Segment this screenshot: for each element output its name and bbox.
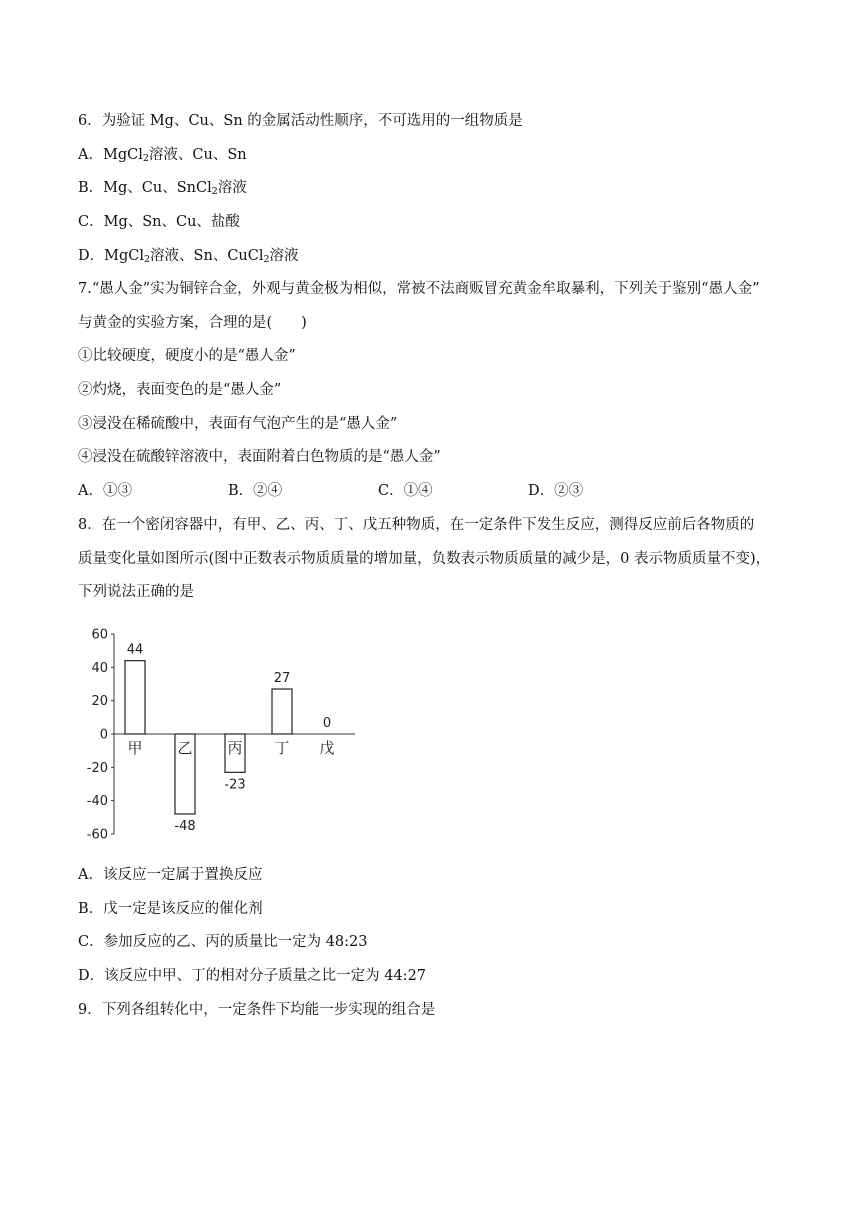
bar-甲 [125,661,145,734]
q7-item-1: ①比较硬度，硬度小的是“愚人金” [78,348,296,364]
q7-option-d: D．②③ [528,483,584,499]
q8-stem-line2: 质量变化量如图所示(图中正数表示物质质量的增加量，负数表示物质质量的减少是，0 表示物质质量不变)， [78,551,771,567]
y-tick-label: 40 [91,660,108,676]
q6-option-b: B．Mg、Cu、SnCl$_2$溶液 [78,180,247,197]
q6-option-c: C．Mg、Sn、Cu、盐酸 [78,214,240,230]
bar-丁 [272,689,292,734]
q6-stem: 6．为验证 Mg、Cu、Sn 的金属活动性顺序，不可选用的一组物质是 [78,113,523,129]
q6-option-a: A．MgCl$_2$溶液、Cu、Sn [78,147,247,164]
data-label: 44 [126,642,144,658]
q7-option-c: C．①④ [378,483,433,499]
y-tick-label: -60 [86,827,108,843]
y-tick-label: 60 [91,627,108,643]
q9-stem: 9．下列各组转化中，一定条件下均能一步实现的组合是 [78,1002,436,1018]
category-label: 乙 [177,739,193,757]
data-label: -48 [174,819,196,834]
y-tick-label: -40 [86,794,108,810]
q8-option-b: B．戊一定是该反应的催化剂 [78,901,263,917]
q7-option-b: B．②④ [228,483,283,499]
category-label: 丁 [274,739,290,757]
category-label: 甲 [127,739,143,757]
q8-option-d: D．该反应中甲、丁的相对分子质量之比一定为 44:27 [78,968,427,984]
y-tick-label: -20 [86,760,108,776]
q7-stem-line2: 与黄金的实验方案，合理的是( ) [78,315,307,331]
mass-change-bar-chart [70,618,370,843]
q8-option-c: C．参加反应的乙、丙的质量比一定为 48:23 [78,934,368,950]
y-tick-label: 20 [91,694,108,710]
q8-stem-line3: 下列说法正确的是 [78,584,194,600]
q6-option-d: D．MgCl$_2$溶液、Sn、CuCl$_2$溶液 [78,248,299,265]
data-label: -23 [224,777,246,793]
q7-item-2: ②灼烧，表面变色的是“愚人金” [78,382,282,398]
data-label: 0 [322,716,332,731]
q8-option-a: A．该反应一定属于置换反应 [78,867,263,883]
data-label: 27 [273,671,291,686]
category-label: 丙 [227,739,243,757]
q8-stem-line1: 8．在一个密闭容器中，有甲、乙、丙、丁、戊五种物质，在一定条件下发生反应，测得反应前后各物质的 [78,517,755,533]
q7-item-4: ④浸没在硫酸锌溶液中，表面附着白色物质的是“愚人金” [78,449,441,465]
q7-option-a: A．①③ [78,483,132,499]
category-label: 戊 [319,739,335,757]
y-tick-label: 0 [99,727,108,743]
q7-item-3: ③浸没在稀硫酸中，表面有气泡产生的是“愚人金” [78,416,398,432]
q7-stem-line1: 7.“愚人金”实为铜锌合金，外观与黄金极为相似，常被不法商贩冒充黄金牟取暴利，下列关于鉴别“愚人金” [78,281,760,297]
q7-options [78,481,678,501]
